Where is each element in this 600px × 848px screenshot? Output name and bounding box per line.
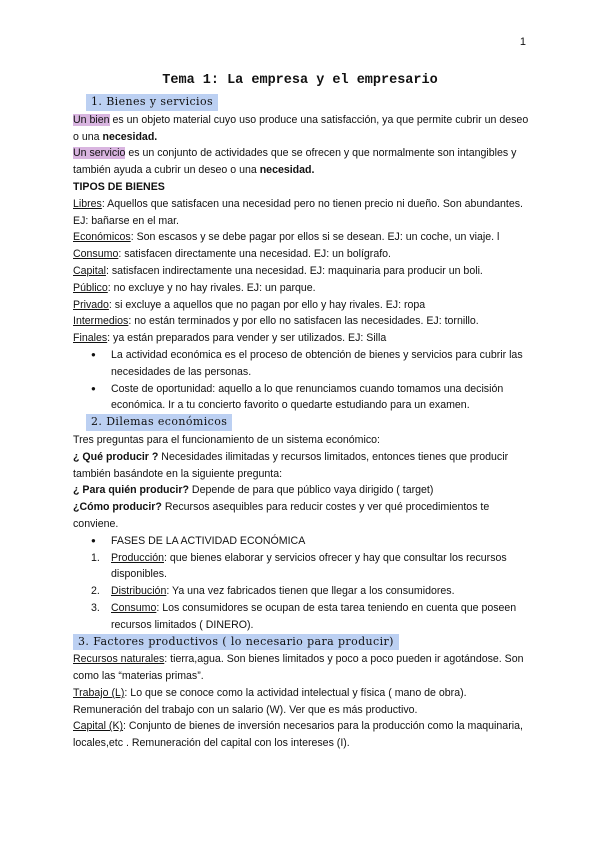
tipos-heading [73,179,533,196]
bold-text: TIPOS DE BIENES [73,180,165,193]
term: Capital (K) [73,720,124,733]
term-servicio: Un servicio [73,147,126,160]
page-title: Tema 1: La empresa y el empresario [162,73,438,88]
text: : Ya una vez fabricados tienen que llegar a los consumidores. [166,585,455,598]
section-heading-bienes: 1. Bienes y servicios [86,94,218,111]
text: : Los consumidores se ocupan de esta tarea teniendo en cuenta que poseen recursos limitados ( DINERO). [111,601,517,631]
text: : Conjunto de bienes de inversión necesarios para la producción como la maquinaria, locales,etc . Remuneración del capital con los intereses (I). [73,720,523,750]
list-item [91,600,533,634]
term: Trabajo (L) [73,686,125,699]
tipo-item [73,280,533,297]
list-number: 1. [91,551,100,564]
list-item: ● Coste de oportunidad: aquello a lo que renunciamos cuando tomamos una decisión económica. Ir a tu concierto favorito o quedarte estudiando para un examen. [111,381,533,415]
term-bien: Un bien [73,113,110,126]
list-number: 3. [91,601,100,614]
factor-item [73,718,533,752]
text: Recursos asequibles para reducir costes y ver qué procedimientos te conviene. [73,501,490,530]
bold-text: ¿ Para quién producir? [73,484,189,497]
dilemas-intro: Tres preguntas para el funcionamiento de un sistema económico: [73,433,380,446]
tipo-item [73,229,533,246]
tipo-item [73,330,533,347]
text: : satisfacen indirectamente una necesidad. EJ: maquinaria para producir un boli. [105,264,483,277]
term: Intermedios [73,315,129,328]
text: : tierra,agua. Son bienes limitados y poco a poco pueden ir agotándose. Son como las “materias primas”. [73,653,524,683]
tipo-item [73,246,533,263]
tipo-item [73,313,533,330]
fases-heading: ● FASES DE LA ACTIVIDAD ECONÓMICA [111,533,533,550]
text: : ya están preparados para vender y ser utilizados. EJ: Silla [107,332,387,345]
list-item: ● La actividad económica es el proceso de obtención de bienes y servicios para cubrir las necesidades de las personas. [111,347,533,381]
text: Necesidades ilimitadas y recursos limitados, entonces tienes que producir también basándote en la siguiente pregunta: [73,450,509,480]
term: Recursos naturales [73,653,165,666]
tipo-item [73,263,533,280]
bold-text: necesidad. [259,164,315,177]
tipo-item [73,297,533,314]
term: Consumo [111,601,157,614]
question-como [73,499,533,533]
list-number: 2. [91,585,100,598]
term: Libres [73,197,102,210]
text: : que bienes elaborar y servicios ofrecer y hay que consultar los recursos disponibles. [111,551,507,581]
text: : no están terminados y por ello no satisfacen las necesidades. EJ: tornillo. [128,315,479,328]
bold-text: ¿Cómo producir? [73,501,162,514]
tipo-item [73,196,533,230]
term: Consumo [73,248,119,261]
text: : si excluye a aquellos que no pagan por ello y hay rivales. EJ: ropa [108,298,426,311]
term: Finales [73,332,108,345]
text: : Aquellos que satisfacen una necesidad pero no tienen precio ni dueño. Son abundantes. EJ: bañarse en el mar. [73,197,523,227]
section-heading-dilemas: 2. Dilemas económicos [86,414,232,431]
text: Depende de para que público vaya dirigido ( target) [188,484,434,497]
section-heading-factores: 3. Factores productivos ( lo necesario para producir) [73,634,399,651]
bold-text: ¿ Qué producir ? [73,450,159,463]
term: Económicos [73,231,131,244]
list-item [91,583,533,600]
list-item [91,550,533,584]
bullet-list [73,347,533,414]
term: Distribución [111,585,167,598]
question-que [73,449,533,483]
term: Privado [73,298,109,311]
paragraph-bien [73,112,533,146]
term: Capital [73,264,106,277]
text: : satisfacen directamente una necesidad. EJ: un bolígrafo. [118,248,392,261]
numbered-list [73,550,533,634]
text: : no excluye y no hay rivales. EJ: un parque. [107,281,316,294]
text: : Son escasos y se debe pagar por ellos si se desean. EJ: un coche, un viaje. l [130,231,500,244]
text: : Lo que se conoce como la actividad intelectual y física ( mano de obra). Remuneración del trabajo con un salario (W). Ver que es más productivo. [73,686,467,716]
bold-text: necesidad. [102,130,158,143]
page-number: 1 [519,36,526,48]
document-body [73,94,533,752]
text: es un conjunto de actividades que se ofrecen y que normalmente son intangibles y también ayuda a cubrir un deseo o una [73,147,517,177]
term: Público [73,281,108,294]
factor-item [73,651,533,685]
question-para-quien [73,482,533,499]
term: Producción [111,551,164,564]
bullet-list [73,533,533,550]
text: es un objeto material cuyo uso produce una satisfacción, ya que permite cubrir un deseo o una [73,113,529,143]
paragraph-servicio [73,145,533,179]
factor-item [73,685,533,719]
